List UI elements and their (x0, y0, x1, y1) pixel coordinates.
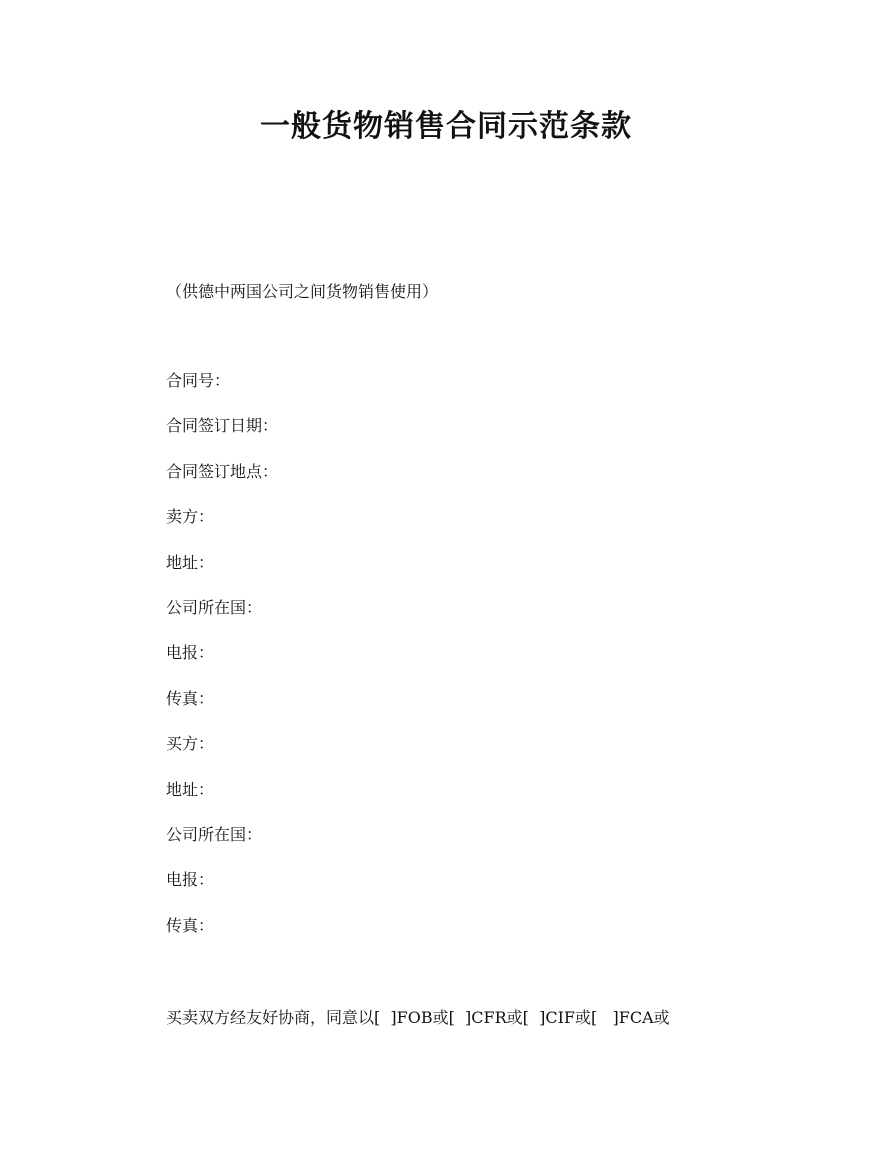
field-buyer-fax: 传真： (166, 915, 215, 935)
field-signing-place: 合同签订地点： (166, 461, 279, 481)
field-seller-telegram: 电报： (166, 643, 215, 663)
field-buyer-address: 地址： (166, 779, 215, 799)
document-subtitle: （供德中两国公司之间货物销售使用） (166, 282, 439, 301)
field-seller-address: 地址： (166, 552, 215, 572)
field-contract-number: 合同号： (166, 371, 231, 390)
field-buyer-country: 公司所在国： (166, 824, 263, 844)
field-seller-fax: 传真： (166, 688, 215, 708)
contract-fields-list (166, 369, 278, 959)
field-buyer: 买方： (166, 734, 215, 754)
field-buyer-telegram: 电报： (166, 870, 215, 890)
field-seller: 卖方： (166, 507, 215, 527)
agreement-paragraph: 买卖双方经友好协商，同意以[ ]FOB或[ ]CFR或[ ]CIF或[ ]FCA或 (166, 1008, 670, 1027)
field-seller-country: 公司所在国： (166, 597, 263, 617)
field-signing-date: 合同签订日期： (166, 416, 279, 436)
document-title: 一般货物销售合同示范条款 (260, 109, 632, 144)
